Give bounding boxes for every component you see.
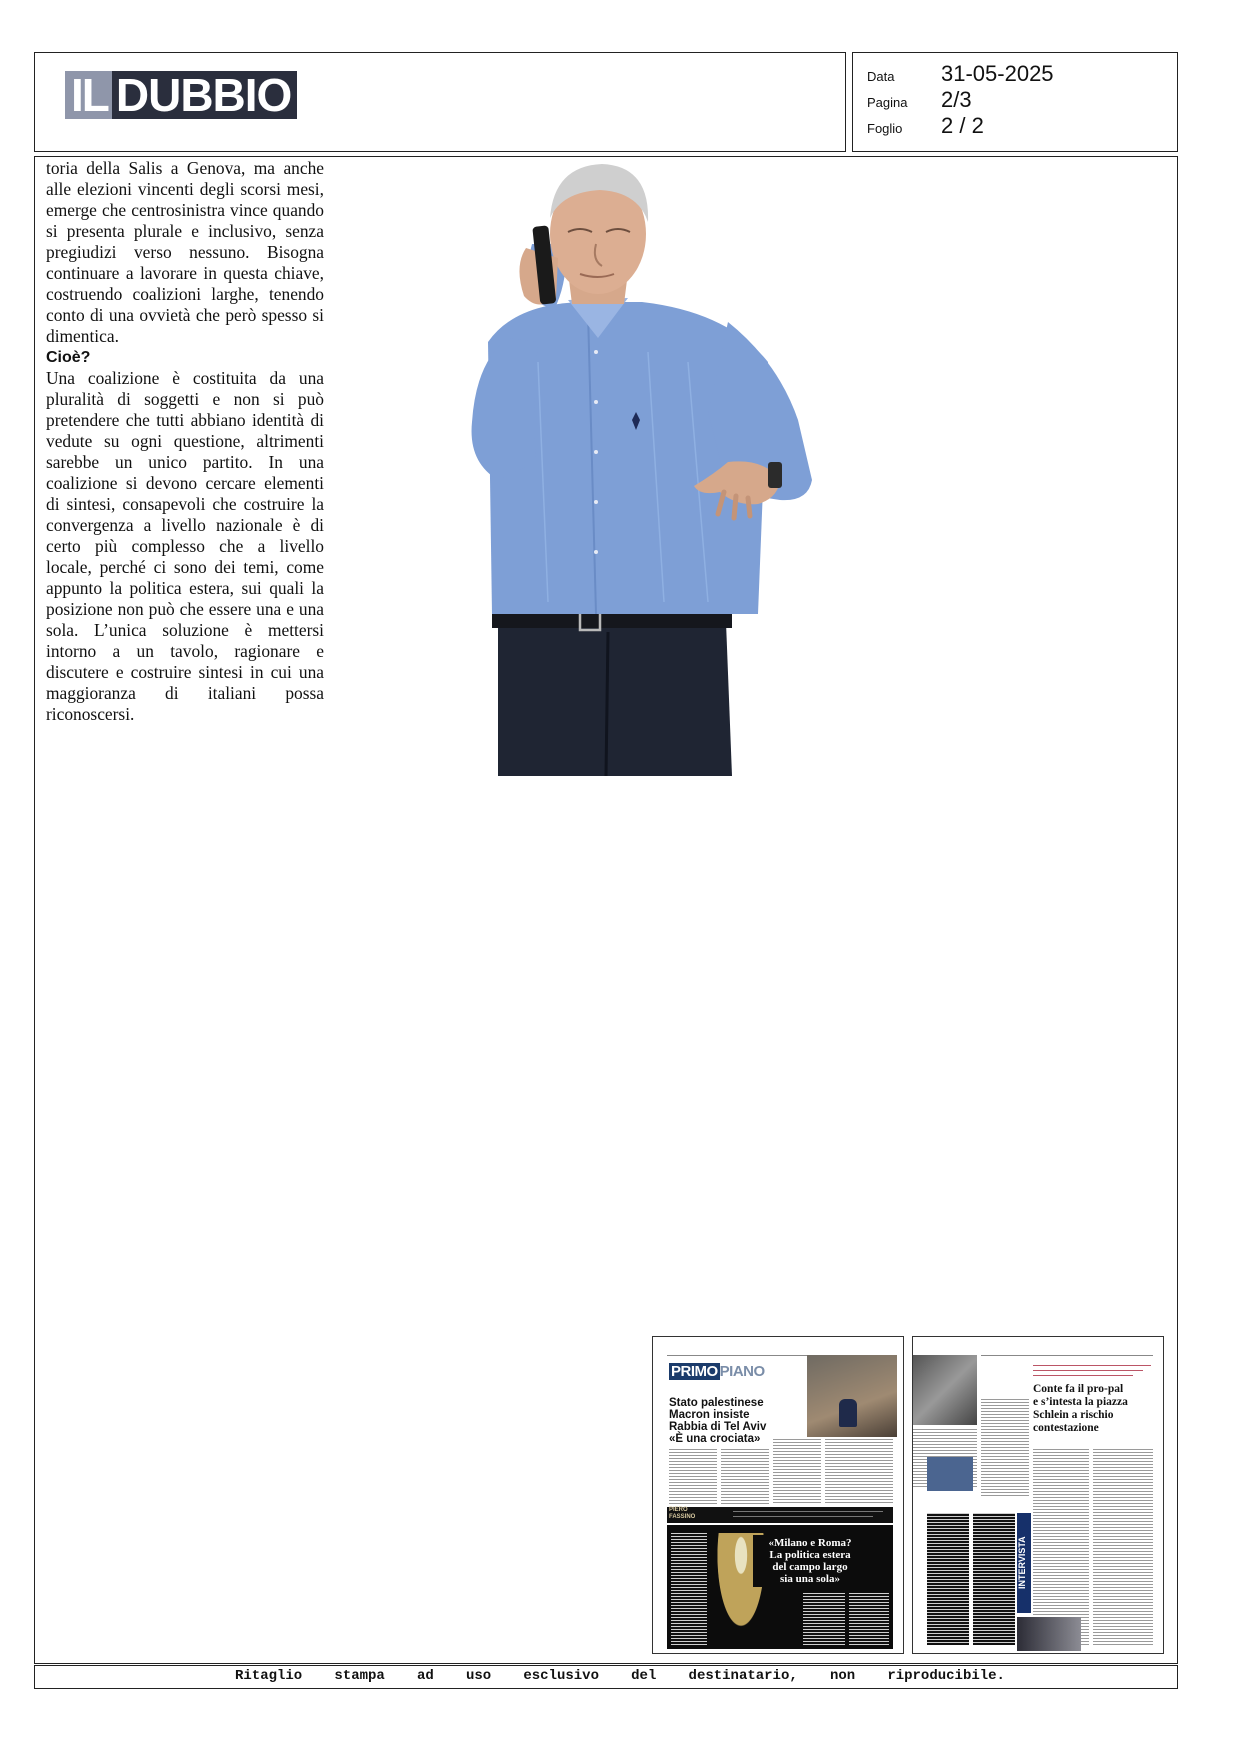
thumb-photo-bottom (1017, 1617, 1081, 1651)
meta-row-pagina (867, 87, 972, 113)
thumb-side-label: INTERVISTA (1017, 1513, 1031, 1613)
page-thumbnails (652, 1336, 1166, 1656)
meta-value-foglio: 2 / 2 (941, 113, 984, 138)
thumbnail-page-1 (652, 1336, 904, 1654)
thumb-interview-headline: «Milano e Roma? La politica estera del campo largo sia una sola» (753, 1535, 867, 1587)
meta-row-data (867, 61, 1054, 87)
article-paragraph: toria della Salis a Genova, ma anche alle elezioni vincenti degli scorsi mesi, emerge che centrosinistra vince quando si presenta plurale e inclusivo, senza pregiudizi verso nessuno. Bisogna continuare a lavorare in questa chiave, costruendo coalizioni larghe, tenendo conto di una ovvietà che però spesso si dimentica. (46, 158, 324, 346)
thumb-figure (839, 1399, 857, 1427)
meta-label-foglio: Foglio (867, 121, 903, 136)
article-column (46, 158, 324, 725)
logo-dubbio: DUBBIO (112, 71, 297, 119)
clipping-meta-box (852, 52, 1178, 152)
thumb-section-label (669, 1363, 765, 1380)
newspaper-logo (65, 71, 297, 119)
meta-row-foglio (867, 113, 984, 139)
logo-il: IL (65, 71, 112, 119)
meta-value-pagina: 2/3 (941, 87, 972, 112)
meta-value-data: 31-05-2025 (941, 61, 1054, 86)
meta-label-data: Data (867, 69, 895, 84)
footer-disclaimer: Ritaglio stampa ad uso esclusivo del destinatario, non riproducibile. (235, 1668, 1005, 1684)
thumb-photo-crowd (913, 1355, 977, 1425)
thumb-section-a: PRIMO (671, 1363, 718, 1380)
thumb-photo-portrait (927, 1457, 973, 1491)
man-on-phone-photo (428, 162, 908, 776)
clipping-footer (34, 1665, 1178, 1689)
thumb-headline-1: Stato palestinese Macron insiste Rabbia di Tel Aviv «È una crociata» (669, 1397, 767, 1445)
thumb-section-b: PIANO (719, 1363, 765, 1380)
article-paragraph: Una coalizione è costituita da una pluralità di soggetti e non si può pretendere che tutti abbiano identità di vedute su ogni questione, altrimenti sarebbe un unico partito. In una coalizione si devono cercare elementi di sintesi, consapevoli che costruire la convergenza a livello nazionale è di certo più complesso che a livello locale, perché ci sono dei temi, come appunto la politica estera, sui quali la posizione non può che essere una e una sola. L’unica soluzione è mettersi intorno a un tavolo, ragionare e discutere e costruire sintesi in cui una maggioranza di italiani possa riconoscersi. (46, 368, 324, 724)
meta-label-pagina: Pagina (867, 95, 908, 110)
masthead-box (34, 52, 846, 152)
thumb-interview-band (667, 1507, 893, 1523)
thumb-interview-tag: PIERO FASSINO (669, 1507, 696, 1520)
thumbnail-page-2 (912, 1336, 1164, 1654)
thumb-headline-2: Conte fa il pro-pal e s’intesta la piazza Schlein a rischio contestazione (1033, 1383, 1128, 1434)
interview-question: Cioè? (46, 349, 91, 366)
